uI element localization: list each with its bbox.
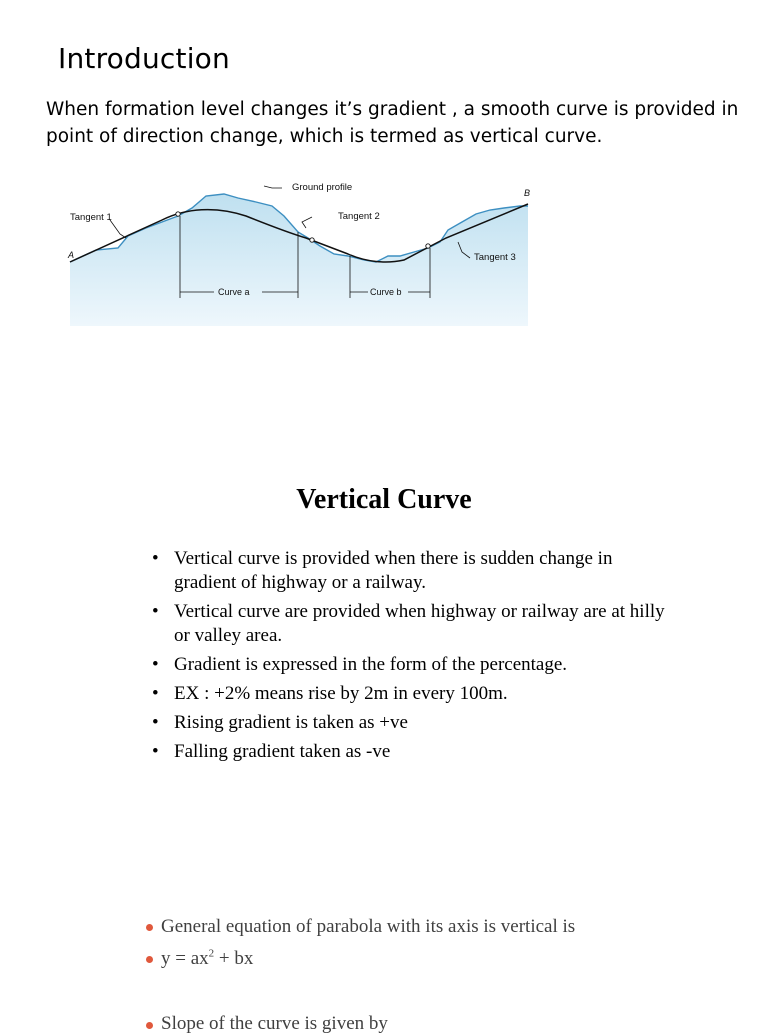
bullet-dot-icon (146, 956, 153, 963)
section-title-introduction: Introduction (58, 42, 230, 75)
list-item: • Gradient is expressed in the form of the percentage. (152, 654, 568, 675)
label-tangent-3: Tangent 3 (474, 252, 516, 263)
terrain-area (70, 194, 528, 326)
bullet-dot-icon (146, 924, 153, 931)
label-curve-a: Curve a (218, 287, 250, 297)
label-tangent-1: Tangent 1 (70, 212, 112, 223)
tangent-point-3 (426, 244, 430, 248)
section-title-vertical-curve: Vertical Curve (296, 484, 472, 515)
label-tangent-2: Tangent 2 (338, 211, 380, 222)
parabola-bullet-list (146, 915, 746, 979)
intro-paragraph: When formation level changes it’s gradient , a smooth curve is provided in point of direction change, which is termed as vertical curve. (46, 99, 739, 147)
tangent-point-2 (310, 238, 314, 242)
label-point-a: A (68, 250, 75, 260)
parabola-equation: $y = ax^2$ + bx (161, 947, 254, 969)
list-item: • Vertical curve is provided when there is sudden change in gradient of highway or a railway. (152, 548, 613, 593)
list-item: • Rising gradient is taken as +ve (152, 712, 408, 733)
label-point-b: B (524, 188, 531, 198)
vertical-curve-diagram (66, 176, 536, 328)
vertical-curve-bullet-list (150, 547, 670, 769)
list-item (146, 947, 746, 971)
label-curve-b: Curve b (370, 287, 402, 297)
list-item: Slope of the curve is given by (146, 1013, 388, 1035)
list-item: General equation of parabola with its axis is vertical is (146, 915, 746, 939)
list-item: • Falling gradient taken as -ve (152, 741, 391, 762)
list-item: • EX : +2% means rise by 2m in every 100m. (152, 683, 508, 704)
tangent-point-1 (176, 212, 180, 216)
bullet-dot-icon (146, 1022, 153, 1029)
label-ground-profile: Ground profile (292, 182, 353, 193)
list-item: • Vertical curve are provided when highway or railway are at hilly or valley area. (152, 601, 665, 646)
